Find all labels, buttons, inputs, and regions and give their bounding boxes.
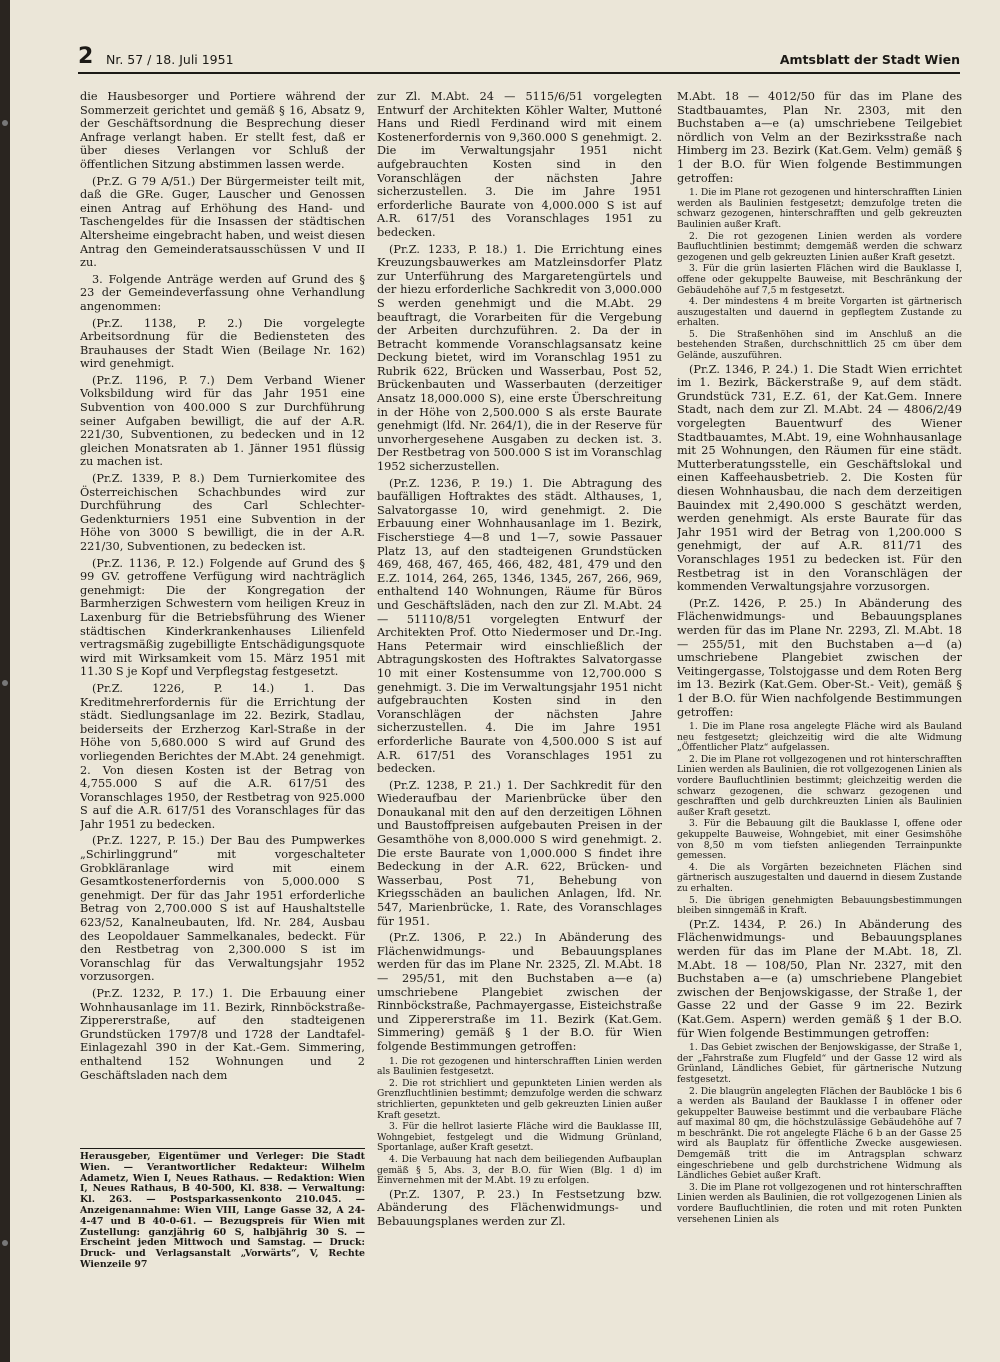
- column-1: [80, 90, 365, 1332]
- provision: 2. Die blaugrün angelegten Flächen der Baublöcke 1 bis 6 a werden als Bauland der Bauklasse I in offener oder gekuppelter Bauweise bestimmt und die verbaubare Fläche auf maximal 80 qm, die höchstzulässige Gebäudehöhe auf 7 m beschränkt. Die rot angelegte Fläche 6 b an der Gasse 25 wird als Bauplatz für öffentliche Zwecke ausgewiesen. Demgemäß tritt die im Antragsplan schwarz eingeschriebene und gelb durchstrichene Widmung als Ländliches Gebiet außer Kraft.: [677, 1085, 962, 1182]
- gazette-title: Amtsblatt der Stadt Wien: [779, 52, 960, 67]
- provision: 3. Die im Plane rot vollgezogenen und rot hinterschrafften Linien werden als Baulinien, die rot vollgezogenen Linien als vordere Baufluchtlinien, die roten und mit roten Punkten versehenen Linien als: [677, 1181, 962, 1225]
- paragraph: (Pr.Z. 1136, P. 12.) Folgende auf Grund des § 99 GV. getroffene Verfügung wird nachträglich genehmigt: Die der Kongregation der Barmherzigen Schwestern vom heiligen Kreuz in Laxenburg für die Betriebsführung des Wiener städtischen Kinderkrankenhauses Lilienfeld vertragsmäßig zugebilligte Entschädigungsquote wird mit Wirksamkeit vom 15. März 1951 mit 11.30 S je Kopf und Verpflegstag festgesetzt.: [80, 556, 365, 679]
- provision: 2. Die rot gezogenen Linien werden als vordere Baufluchtlinien bestimmt; demgemäß werden die schwarz gezogenen und gelb gekreuzten Linien außer Kraft gesetzt.: [677, 230, 962, 263]
- page-edge: [0, 0, 10, 1362]
- imprint-text: Herausgeber, Eigentümer und Verleger: Die Stadt Wien. — Verantwortlicher Redakteur: Wilhelm Adametz, Wien I, Neues Rathaus. — Redaktion: Wien I, Neues Rathaus, B 40-500, Kl. 838. — Verwaltung: Kl. 263. — Postsparkassenkonto 210.045. — Anzeigenannahme: Wien VIII, Lange Gasse 32, A 24-4-47 und B 40-0-61. — Bezugspreis für Wien mit Zustellung: ganzjährig 60 S, halbjährig 30 S. — Erscheint jeden Mittwoch und Samstag. — Druck: Druck- und Verlagsanstalt „Vorwärts“, V, Rechte Wienzeile 97: [80, 1151, 365, 1270]
- paragraph: (Pr.Z. 1307, P. 23.) In Festsetzung bzw. Abänderung des Flächenwidmungs- und Bebauungsplanes werden zur Zl.: [377, 1187, 662, 1228]
- paragraph: zur Zl. M.Abt. 24 — 5115/6/51 vorgelegten Entwurf der Architekten Köhler Walter, Muttoné Hans und Riedl Ferdinand wird mit einem Kostenerfordernis von 9,360.000 S genehmigt. 2. Die im Verwaltungsjahr 1951 nicht aufgebrauchten Kosten sind in den Voranschlägen der nächsten Jahre sicherzustellen. 3. Die im Jahre 1951 erforderliche Baurate von 4,000.000 S ist auf A.R. 617/51 des Voranschlages 1951 zu bedecken.: [377, 90, 662, 239]
- provision: 1. Die im Plane rot gezogenen und hinterschrafften Linien werden als Baulinien festgesetzt; demzufolge treten die schwarz gezogenen, hinterschrafften und gelb gekreuzten Baulinien außer Kraft.: [677, 187, 962, 230]
- provision: 1. Die im Plane rosa angelegte Fläche wird als Bauland neu festgesetzt; gleichzeitig wird die alte Widmung „Öffentlicher Platz“ aufgelassen.: [677, 721, 962, 754]
- column-3: [677, 90, 962, 1332]
- provision: 1. Die rot gezogenen und hinterschrafften Linien werden als Baulinien festgesetzt.: [377, 1055, 662, 1078]
- provision: 2. Die im Plane rot vollgezogenen und rot hinterschrafften Linien werden als Baulinien, die rot vollgezogenen Linien als vordere Baufluchtlinien bestimmt; gleichzeitig werden die schwarz gezogenen, die schwarz gezogenen und geschrafften und gelb durchkreuzten Linien als Baulinien außer Kraft gesetzt.: [677, 753, 962, 818]
- paragraph: (Pr.Z. 1306, P. 22.) In Abänderung des Flächenwidmungs- und Bebauungsplanes werden für das im Plane Nr. 2325, Zl. M.Abt. 18 — 295/51, mit den Buchstaben a—e (a) umschriebene Plangebiet zwischen der Rinnböckstraße, Pachmayergasse, Eisteichstraße und Zippererstraße im 11. Bezirk (Kat.Gem. Simmering) gemäß § 1 der B.O. für Wien folgende Bestimmungen getroffen:: [377, 931, 662, 1053]
- binding-hole: [2, 1240, 8, 1246]
- paragraph: (Pr.Z. 1227, P. 15.) Der Bau des Pumpwerkes „Schirlinggrund“ mit vorgeschalteter Grobkläranlage wird mit einem Gesamtkostenerfordernis von 5,000.000 S genehmigt. Der für das Jahr 1951 erforderliche Betrag von 2,700.000 S ist auf Haushaltstelle 623/52, Kanalneubauten, lfd. Nr. 284, Ausbau des Leopoldauer Sammelkanales, bedeckt. Für den Restbetrag von 2,300.000 S ist im Voranschlag für das Verwaltungsjahr 1952 vorzusorgen.: [80, 834, 365, 984]
- page-number: 2: [78, 44, 94, 69]
- paragraph: (Pr.Z. 1233, P. 18.) 1. Die Errichtung eines Kreuzungsbauwerkes am Matzleinsdorfer Platz zur Unterführung des Margaretengürtels und der hiezu erforderliche Sachkredit von 3,000.000 S werden genehmigt und die M.Abt. 29 beauftragt, die Vorarbeiten für die Vergebung der Arbeiten durchzuführen. 2. Da der in Betracht kommende Voranschlagsansatz keine Deckung bietet, wird im Voranschlag 1951 zu Rubrik 622, Brücken und Wasserbau, Post 52, Brückenbauten und Wasserbauten (derzeitiger Ansatz 18,000.000 S), eine erste Überschreitung in der Höhe von 2,500.000 S als erste Baurate genehmigt (lfd. Nr. 264/1), die in der Reserve für unvorhergesehene Ausgaben zu decken ist. 3. Der Restbetrag von 500.000 S ist im Voranschlag 1952 sicherzustellen.: [377, 242, 662, 474]
- paragraph: (Pr.Z. 1196, P. 7.) Dem Verband Wiener Volksbildung wird für das Jahr 1951 eine Subvention von 400.000 S zur Durchführung seiner Aufgaben bewilligt, die auf der A.R. 221/30, Subventionen, zu bedecken und in 12 gleichen Monatsraten ab 1. Jänner 1951 flüssig zu machen ist.: [80, 373, 365, 469]
- paragraph: (Pr.Z. 1226, P. 14.) 1. Das Kreditmehrerfordernis für die Errichtung der städt. Siedlungsanlage im 22. Bezirk, Stadlau, beiderseits der Erzherzog Karl-Straße in der Höhe von 5,680.000 S wird auf Grund des vorliegenden Berichtes der M.Abt. 24 genehmigt. 2. Von diesen Kosten ist der Betrag von 4,755.000 S auf die A.R. 617/51 des Voranschlages 1950, der Restbetrag von 925.000 S auf die A.R. 617/51 des Voranschlages für das Jahr 1951 zu bedecken.: [80, 681, 365, 831]
- provision: 5. Die übrigen genehmigten Bebauungsbestimmungen bleiben sinngemäß in Kraft.: [677, 894, 962, 917]
- provision: 4. Die Verbauung hat nach dem beiliegenden Aufbauplan gemäß § 5, Abs. 3, der B.O. für Wien (Blg. 1 d) im Einvernehmen mit der M.Abt. 19 zu erfolgen.: [377, 1153, 662, 1187]
- issue-info: Nr. 57 / 18. Juli 1951: [106, 52, 234, 67]
- paragraph: (Pr.Z. 1346, P. 24.) 1. Die Stadt Wien errichtet im 1. Bezirk, Bäckerstraße 9, auf dem städt. Grundstück 731, E.Z. 61, der Kat.Gem. Innere Stadt, nach dem zur Zl. M.Abt. 24 — 4806/2/49 vorgelegten Bauentwurf des Wiener Stadtbauamtes, M.Abt. 19, eine Wohnhausanlage mit 25 Wohnungen, den Räumen für eine städt. Mutterberatungsstelle, ein Geschäftslokal und einen Kaffeehausbetrieb. 2. Die Kosten für diesen Wohnhausbau, die nach dem derzeitigen Bauindex mit 2,490.000 S geschätzt werden, werden genehmigt. Als erste Baurate für das Jahr 1951 wird der Betrag von 1,200.000 S genehmigt, der auf A.R. 811/71 des Voranschlages 1951 zu bedecken ist. Für den Restbetrag ist in den Voranschlägen der kommenden Verwaltungsjahre vorzusorgen.: [677, 362, 962, 594]
- paragraph: (Pr.Z. 1232, P. 17.) 1. Die Erbauung einer Wohnhausanlage im 11. Bezirk, Rinnböckstraße-Zippererstraße, auf den stadteigenen Grundstücken 1797/8 und 1728 der Landtafel-Einlagezahl 390 in der Kat.-Gem. Simmering, enthaltend 152 Wohnungen und 2 Geschäftsladen nach dem: [80, 987, 365, 1082]
- paragraph: M.Abt. 18 — 4012/50 für das im Plane des Stadtbauamtes, Plan Nr. 2303, mit den Buchstaben a—e (a) umschriebene Teilgebiet nördlich von Velm an der Bezirksstraße nach Himberg im 23. Bezirk (Kat.Gem. Velm) gemäß § 1 der B.O. für Wien folgende Bestimmungen getroffen:: [677, 90, 962, 185]
- paragraph: (Pr.Z. G 79 A/51.) Der Bürgermeister teilt mit, daß die GRe. Guger, Lauscher und Genossen einen Antrag auf Erhöhung des Hand- und Taschengeldes für die Insassen der städtischen Altersheime eingebracht haben, und weist diesen Antrag den Gemeinderatsausschüssen V und II zu.: [80, 174, 365, 270]
- provision: 4. Die als Vorgärten bezeichneten Flächen sind gärtnerisch auszugestalten und dauernd in diesem Zustande zu erhalten.: [677, 861, 962, 894]
- provisions-list: [677, 1043, 962, 1225]
- paragraph: (Pr.Z. 1339, P. 8.) Dem Turnierkomitee des Österreichischen Schachbundes wird zur Durchführung des Carl Schlechter-Gedenkturniers 1951 eine Subvention in der Höhe von 3000 S bewilligt, die in der A.R. 221/30, Subventionen, zu bedecken ist.: [80, 472, 365, 553]
- provision: 2. Die rot strichliert und gepunkteten Linien werden als Grenzfluchtlinien bestimmt; demzufolge werden die schwarz strichlierten, gepunkteten und gelb gekreuzten Linien außer Kraft gesetzt.: [377, 1077, 662, 1121]
- paragraph: (Pr.Z. 1426, P. 25.) In Abänderung des Flächenwidmungs- und Bebauungsplanes werden für das im Plane Nr. 2293, Zl. M.Abt. 18 — 255/51, mit den Buchstaben a—d (a) umschriebene Plangebiet zwischen der Veitingergasse, Tolstojgasse und dem Roten Berg im 13. Bezirk (Kat.Gem. Ober-St.- Veit), gemäß § 1 der B.O. für Wien nachfolgende Bestimmungen getroffen:: [677, 596, 962, 719]
- binding-hole: [2, 680, 8, 686]
- binding-hole: [2, 120, 8, 126]
- provisions-list: [377, 1057, 662, 1187]
- provision: 3. Für die grün lasierten Flächen wird die Bauklasse I, offene oder gekuppelte Bauweise, mit Beschränkung der Gebäudehöhe auf 7,5 m festgesetzt.: [677, 263, 962, 296]
- paragraph: (Pr.Z. 1238, P. 21.) 1. Der Sachkredit für den Wiederaufbau der Marienbrücke über den Donaukanal mit den auf den derzeitigen Löhnen und Baustoffpreisen aufgebauten Preisen in der Gesamthöhe von 8,000.000 S wird genehmigt. 2. Die erste Baurate von 1,000.000 S findet ihre Bedeckung in der A.R. 622, Brücken- und Wasserbau, Post 71, Behebung von Kriegsschäden an baulichen Anlagen, lfd. Nr. 547, Marienbrücke, 1. Rate, des Voranschlages für 1951.: [377, 778, 662, 928]
- paragraph: (Pr.Z. 1138, P. 2.) Die vorgelegte Arbeitsordnung für die Bediensteten des Brauhauses der Stadt Wien (Beilage Nr. 162) wird genehmigt.: [80, 316, 365, 371]
- provision: 5. Die Straßenhöhen sind im Anschluß an die bestehenden Straßen, durchschnittlich 25 cm über dem Gelände, auszuführen.: [677, 328, 962, 362]
- paragraph: (Pr.Z. 1236, P. 19.) 1. Die Abtragung des baufälligen Hoftraktes des städt. Althauses, 1, Salvatorgasse 10, wird genehmigt. 2. Die Erbauung einer Wohnhausanlage im 1. Bezirk, Fischerstiege 4—8 und 1—7, sowie Passauer Platz 13, auf den stadteigenen Grundstücken 469, 468, 467, 465, 466, 482, 481, 479 und den E.Z. 1014, 264, 265, 1346, 1345, 267, 266, 969, enthaltend 140 Wohnungen, Räume für Büros und Geschäftsläden, nach den zur Zl. M.Abt. 24 — 51110/8/51 vorgelegten Entwurf der Architekten Prof. Otto Niedermoser und Dr.-Ing. Hans Petermair wird einschließlich der Abtragungskosten des Hoftraktes Salvatorgasse 10 mit einer Kostensumme von 12,700.000 S genehmigt. 3. Die im Verwaltungsjahr 1951 nicht aufgebrauchten Kosten sind in den Voranschlägen der nächsten Jahre sicherzustellen. 4. Die im Jahre 1951 erforderliche Baurate von 4,500.000 S ist auf A.R. 617/51 des Voranschlages 1951 zu bedecken.: [377, 476, 662, 776]
- provisions-list: [677, 722, 962, 917]
- provision: 3. Für die hellrot lasierte Fläche wird die Bauklasse III, Wohngebiet, festgelegt und die Widmung Grünland, Sportanlage, außer Kraft gesetzt.: [377, 1121, 662, 1154]
- imprint: [80, 1148, 365, 1271]
- provision: 4. Der mindestens 4 m breite Vorgarten ist gärtnerisch auszugestalten und dauernd in gepflegtem Zustande zu erhalten.: [677, 296, 962, 329]
- paragraph: (Pr.Z. 1434, P. 26.) In Abänderung des Flächenwidmungs- und Bebauungsplanes werden für das im Plane der M.Abt. 18, Zl. M.Abt. 18 — 108/50, Plan Nr. 2327, mit den Buchstaben a—e (a) umschriebene Plangebiet zwischen der Benjowskigasse, der Straße 1, der Gasse 22 und der Gasse 9 im 22. Bezirk (Kat.Gem. Aspern) werden gemäß § 1 der B.O. für Wien folgende Bestimmungen getroffen:: [677, 917, 962, 1040]
- provisions-list: [677, 188, 962, 362]
- page-header: [78, 44, 960, 74]
- paragraph: die Hausbesorger und Portiere während der Sommerzeit gerichtet und gemäß § 16, Absatz 9, der Geschäftsordnung die Besprechung dieser Anfrage verlangt haben. Er stellt fest, daß er über dieses Verlangen vor Schluß der öffentlichen Sitzung abstimmen lassen werde.: [80, 90, 365, 171]
- paragraph: 3. Folgende Anträge werden auf Grund des § 23 der Gemeindeverfassung ohne Verhandlung angenommen:: [80, 272, 365, 313]
- provision: 3. Für die Bebauung gilt die Bauklasse I, offene oder gekuppelte Bauweise, Wohngebiet, mit einer Gesimshöhe von 8,50 m vom tiefsten anliegenden Terrainpunkte gemessen.: [677, 818, 962, 862]
- column-2: [377, 90, 662, 1332]
- provision: 1. Das Gebiet zwischen der Benjowskigasse, der Straße 1, der „Fahrstraße zum Flugfeld“ und der Gasse 12 wird als Grünland, Ländliches Gebiet, für gärtnerische Nutzung festgesetzt.: [677, 1042, 962, 1085]
